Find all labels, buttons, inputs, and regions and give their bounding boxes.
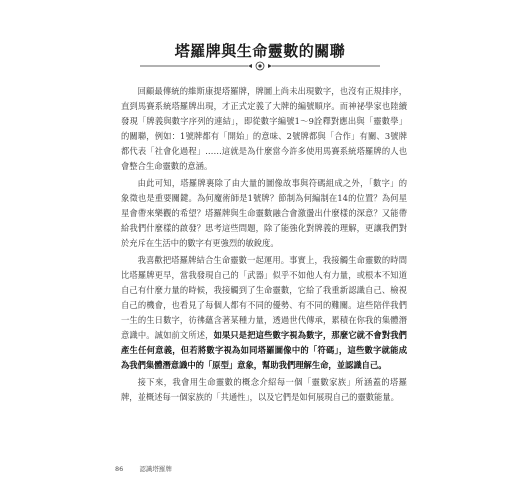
page-footer <box>115 464 172 473</box>
paragraph <box>121 176 407 251</box>
page-number: 86 <box>115 465 124 473</box>
paragraph-text: 回顧最傳統的維斯康提塔羅牌，牌圖上尚未出現數字，也沒有正規排序，直到馬賽系統塔羅牌出現，才正式定義了大牌的編號順序。而神祕學家也陸續發現「牌義與數字序列的連結」，即從數字編號1～9詮釋對應出與「靈數學」的關聯，例如：1號牌都有「開始」的意味、2號牌都與「合作」有關、3號牌都代表「社會化過程」……這就是為什麼當今許多使用馬賽系統塔羅牌的人也會整合生命靈數的意涵。 <box>121 86 407 171</box>
body-text <box>121 84 407 407</box>
paragraph <box>121 84 407 174</box>
paragraph-text: 接下來，我會用生命靈數的概念介紹每一個「靈數家族」所涵蓋的塔羅牌，並概述每一個家族的「共通性」，以及它們是如何展現自己的靈數能量。 <box>121 377 407 402</box>
paragraph <box>121 253 407 373</box>
title-ornament <box>140 61 380 71</box>
emphasis-text: 如果只是把這些數字視為數字，那麼它就不會對我們產生任何意義，但若將數字視為如同塔羅圖像中的「符碼」，這些數字就能成為我們集體潛意識中的「原型」意象，幫助我們理解生命，並認識自己。 <box>121 330 407 370</box>
paragraph <box>121 375 407 405</box>
page-title: 塔羅牌與生命靈數的關聯 <box>174 42 346 60</box>
paragraph-text: 我喜歡把塔羅牌結合生命靈數一起運用。事實上，我接觸生命靈數的時間比塔羅牌更早，當我發現自己的「武器」似乎不如他人有力量，或根本不知道自己有什麼力量的時候，我接觸到了生命靈數，它給了我重新認識自己、檢視自己的機會，也看見了每個人都有不同的優勢、有不同的難關。這些陪伴我們一生的生日數字，彷彿蘊含著某種力量，透過世代傳承，累積在你我的集體潛意識中。誠如前文所述， <box>121 255 407 340</box>
paragraph-text: 由此可知，塔羅牌裏除了由大量的圖像故事與符碼組成之外，「數字」的象徵也是重要關鍵。為何魔術師是1號牌？節制為何編制在14的位置？為何星星會帶來樂觀的希望？塔羅牌與生命靈數融合會激盪出什麼樣的深意？又能帶給我們什麼樣的啟發？思考這些問題，除了能強化對牌義的理解，更讓我們對於充斥在生活中的數字有更強烈的敏銳度。 <box>121 178 407 248</box>
running-title: 認識塔羅牌 <box>139 465 172 473</box>
